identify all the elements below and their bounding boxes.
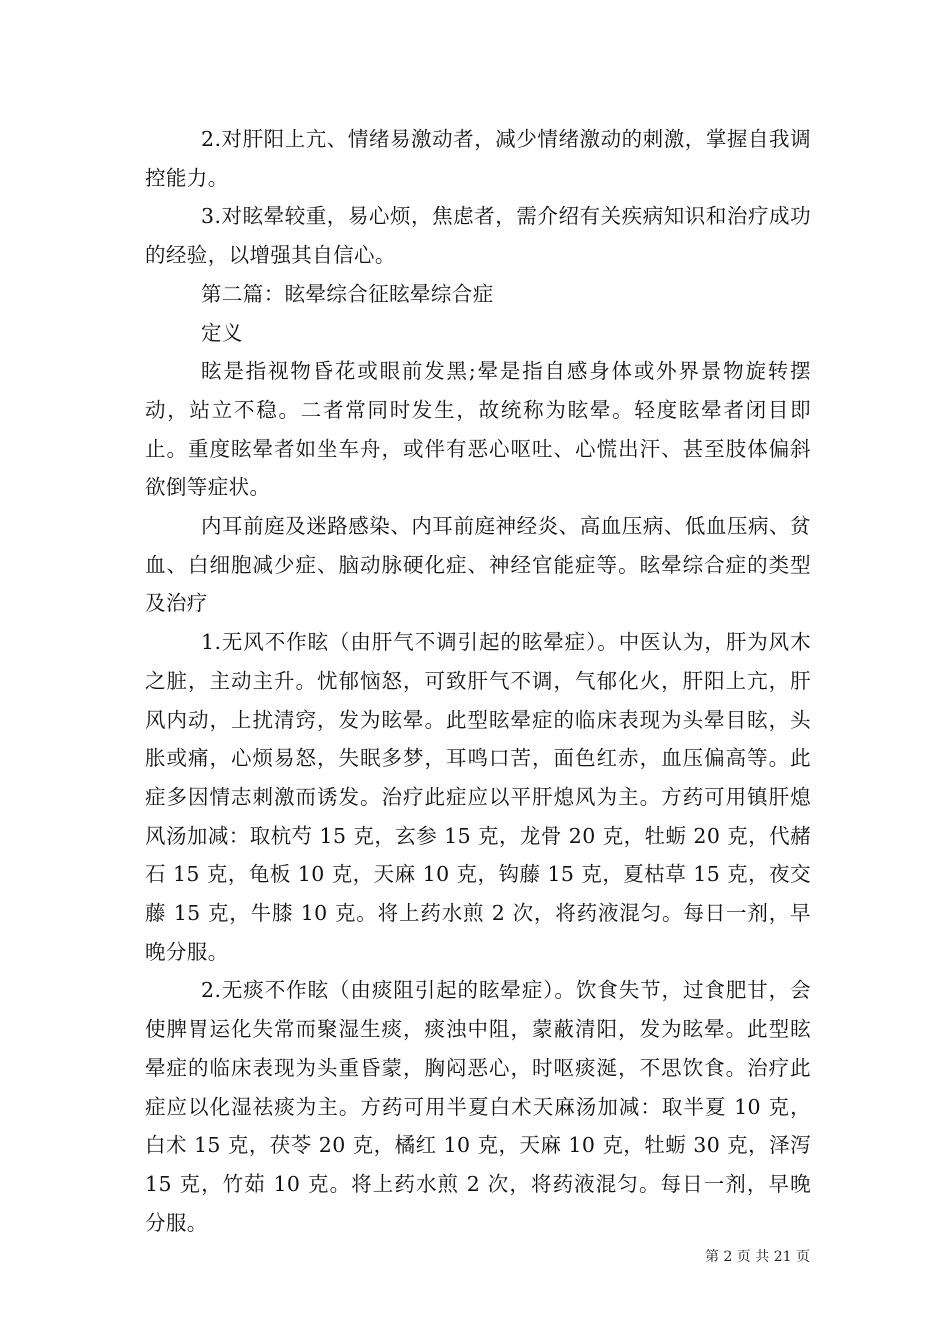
paragraph-item-3: 3.对眩晕较重，易心烦，焦虑者，需介绍有关疾病知识和治疗成功的经验，以增强其自信心。 — [145, 204, 811, 268]
causes-paragraph: 内耳前庭及迷路感染、内耳前庭神经炎、高血压病、低血压病、贫血、白细胞减少症、脑动脉硬化症、神经官能症等。眩晕综合症的类型及治疗 — [145, 514, 811, 616]
document-body — [145, 120, 811, 1242]
paragraph-item-2: 2.对肝阳上亢、情绪易激动者，减少情绪激动的刺激，掌握自我调控能力。 — [145, 127, 811, 190]
section-title: 第二篇：眩晕综合征眩晕综合症 — [201, 281, 494, 306]
type-2-paragraph: 2.无痰不作眩（由痰阻引起的眩晕症）。饮食失节，过食肥甘，会使脾胃运化失常而聚湿生痰，痰浊中阻，蒙蔽清阳，发为眩晕。此型眩晕症的临床表现为头重昏蒙，胸闷恶心，时呕痰涎，不思饮食。治疗此症应以化湿祛痰为主。方药可用半夏白术天麻汤加减：取半夏 10 克，白术 15 克，茯苓 20 克，橘红 10 克，天麻 10 克，牡蛎 30 克，泽泻 15 克，竹茹 10 克。将上药水煎 2 次，将药液混匀。每日一剂，早晚分服。 — [145, 978, 811, 1235]
definition-heading: 定义 — [201, 320, 243, 345]
type-1-paragraph: 1.无风不作眩（由肝气不调引起的眩晕症）。中医认为，肝为风木之脏，主动主升。忧郁恼怒，可致肝气不调，气郁化火，肝阳上亢，肝风内动，上扰清窍，发为眩晕。此型眩晕症的临床表现为头晕目眩，头胀或痛，心烦易怒，失眠多梦，耳鸣口苦，面色红赤，血压偏高等。此症多因情志刺激而诱发。治疗此症应以平肝熄风为主。方药可用镇肝熄风汤加减：取杭芍 15 克，玄参 15 克，龙骨 20 克，牡蛎 20 克，代赭石 15 克，龟板 10 克，天麻 10 克，钩藤 15 克，夏枯草 15 克，夜交藤 15 克，牛膝 10 克。将上药水煎 2 次，将药液混匀。每日一剂，早晚分服。 — [145, 630, 811, 964]
page-number-footer: 第 2 页 共 21 页 — [705, 1249, 810, 1265]
definition-paragraph: 眩是指视物昏花或眼前发黑;晕是指自感身体或外界景物旋转摆动，站立不稳。二者常同时发生，故统称为眩晕。轻度眩晕者闭目即止。重度眩晕者如坐车舟，或伴有恶心呕吐、心慌出汗、甚至肢体偏斜欲倒等症状。 — [145, 359, 811, 500]
